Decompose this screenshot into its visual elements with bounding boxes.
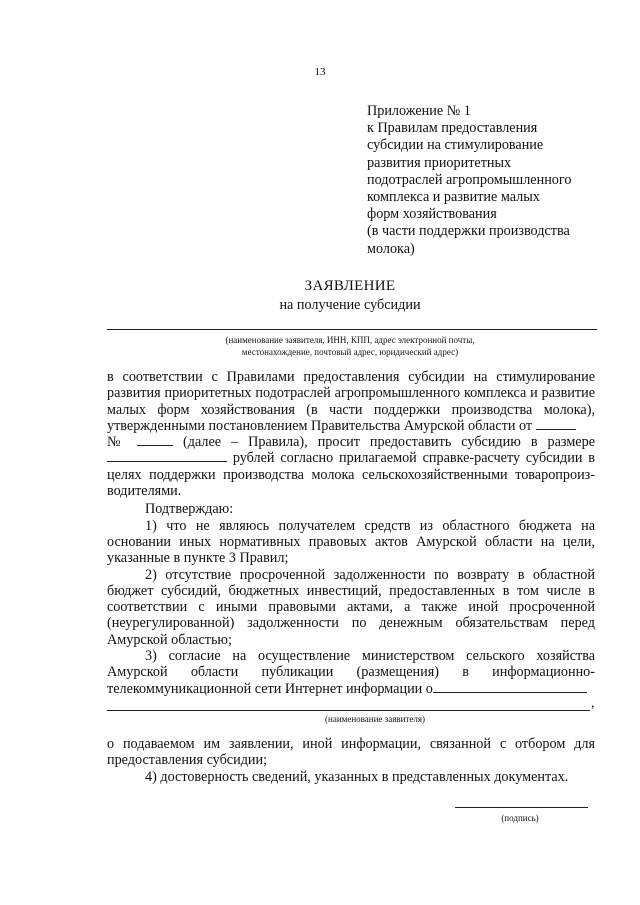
application-body-continued <box>107 736 595 785</box>
appendix-line: субсидии на стимулирование <box>367 137 544 154</box>
decree-number-field[interactable] <box>137 434 173 446</box>
body-line: малых форм хозяйствования (в части поддержки производства молока), <box>107 401 595 418</box>
decree-date-field[interactable] <box>536 418 576 430</box>
body-text: рублей согласно прилагаемой справке-расчету субсидии в <box>232 450 595 467</box>
item-2-line: 2) отсутствие просроченной задолженности по возврату в областной <box>145 566 595 583</box>
body-text: утвержденными постановлением Правительства Амурской области от <box>107 417 533 434</box>
item-3-line: предоставления субсидии; <box>107 752 268 769</box>
document-title: ЗАЯВЛЕНИЕ <box>304 278 396 294</box>
signature-caption: (подпись) <box>501 813 539 823</box>
subsidy-amount-field[interactable] <box>107 450 227 462</box>
body-line <box>107 434 595 450</box>
body-line <box>107 418 595 434</box>
item-1-line: основании иных нормативных правовых актов Амурской области на цели, <box>107 533 595 550</box>
item-3-line: Амурской области публикации (размещения) в информационно- <box>107 664 595 681</box>
appendix-line: молока) <box>367 240 415 257</box>
applicant-caption: местонахождение, почтовый адрес, юридический адрес) <box>241 347 459 357</box>
appendix-line: подотраслей агропромышленного <box>367 171 572 188</box>
line-comma: , <box>591 696 595 711</box>
item-2-line: Амурской областью; <box>107 631 232 648</box>
item-2-line: соответствии с иными правовыми актами, а также иной просроченной <box>107 599 595 616</box>
applicant-name-field[interactable] <box>107 329 597 330</box>
body-line: в соответствии с Правилами предоставления субсидии на стимулирование <box>107 369 595 385</box>
applicant-name-caption: (наименование заявителя) <box>325 714 425 724</box>
body-text: телекоммуникационной сети Интернет информации о <box>107 680 433 697</box>
item-3-line <box>107 681 595 697</box>
item-2-line: (неурегулированной) задолженности по денежным обязательствам перед <box>107 615 595 632</box>
body-text: № <box>107 434 127 451</box>
signature-field[interactable] <box>455 807 588 808</box>
page-number: 13 <box>314 66 326 78</box>
item-3-line: 3) согласие на осуществление министерством сельского хозяйства <box>145 648 595 665</box>
appendix-block <box>367 103 627 258</box>
application-body <box>107 369 595 697</box>
item-4-line: 4) достоверность сведений, указанных в представленных документах. <box>145 768 569 785</box>
appendix-line: форм хозяйствования <box>367 206 497 223</box>
body-text: (далее – Правила), просит предоставить субсидию в размере <box>183 434 595 451</box>
body-line: целях поддержки производства молока сельскохозяйственными товаропроиз- <box>107 466 595 483</box>
item-1-line: 1) что не являюсь получателем средств из областного бюджета на <box>145 517 595 534</box>
body-line: развития приоритетных подотраслей агропромышленного комплекса и развитие <box>107 385 595 402</box>
appendix-line: комплекса и развитие малых <box>367 189 540 206</box>
body-line: водителями. <box>107 483 182 500</box>
confirm-heading: Подтверждаю: <box>145 501 234 518</box>
appendix-line: развития приоритетных <box>367 154 512 171</box>
body-line <box>107 450 595 466</box>
item-3-line: о подаваемом им заявлении, иной информации, связанной с отбором для <box>107 736 595 752</box>
applicant-caption: (наименование заявителя, ИНН, КПП, адрес электронной почты, <box>225 335 475 345</box>
publication-info-field[interactable] <box>433 681 587 693</box>
appendix-line: Приложение № 1 <box>367 103 471 119</box>
applicant-name-line[interactable] <box>107 710 590 711</box>
appendix-line: (в части поддержки производства <box>367 223 570 240</box>
item-2-line: бюджет субсидий, бюджетных инвестиций, предоставленных в том числе в <box>107 582 595 599</box>
item-1-line: указанные в пункте 3 Правил; <box>107 550 289 567</box>
document-subtitle: на получение субсидии <box>279 297 421 313</box>
appendix-line: к Правилам предоставления <box>367 120 538 137</box>
